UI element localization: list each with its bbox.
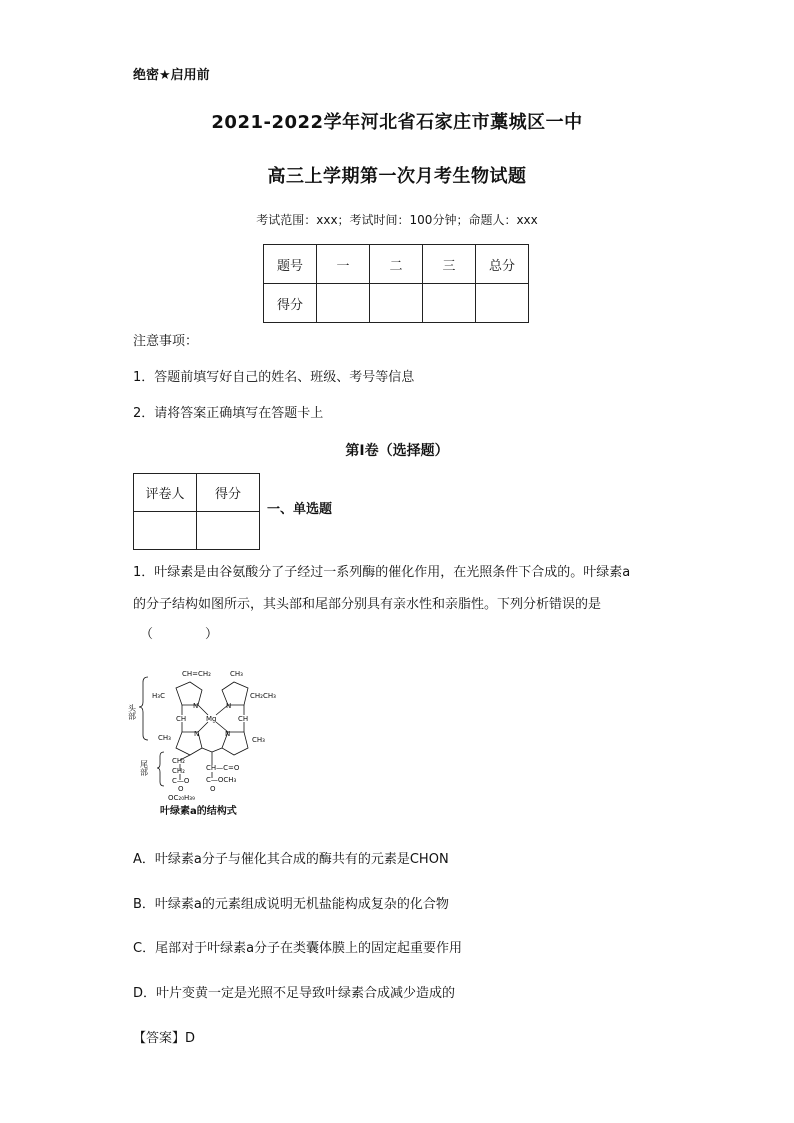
atom-label: OC₂₀H₃₉	[168, 794, 195, 802]
score-header-cell: 二	[370, 245, 423, 284]
score-table	[263, 244, 529, 323]
option-a: A．叶绿素a分子与催化其合成的酶共有的元素是CHON	[133, 852, 449, 867]
grader-row	[134, 512, 260, 550]
tail-bracket	[157, 752, 164, 786]
atom-label: CH	[176, 715, 187, 723]
score-cell[interactable]	[423, 284, 476, 323]
notice-title: 注意事项：	[133, 334, 199, 349]
exam-title-line1: 2021-2022学年河北省石家庄市藁城区一中	[211, 112, 583, 133]
atom-label: CH₂	[172, 757, 185, 765]
exam-title-line2: 高三上学期第一次月考生物试题	[267, 166, 527, 187]
volume-title: 第I卷（选择题）	[345, 443, 449, 459]
notice-item: 2．请将答案正确填写在答题卡上	[133, 406, 324, 421]
option-b: B．叶绿素a的元素组成说明无机盐能构成复杂的化合物	[133, 897, 449, 912]
option-c: C．尾部对于叶绿素a分子在类囊体膜上的固定起重要作用	[133, 941, 463, 956]
atom-label: CH₃	[158, 734, 171, 742]
atom-label: N	[194, 730, 200, 738]
grader-table	[133, 473, 260, 550]
chlorophyll-structure-figure	[127, 660, 300, 820]
secret-mark: 绝密★启用前	[133, 68, 210, 83]
atom-label: H₃C	[152, 692, 165, 700]
head-bracket	[139, 677, 148, 740]
grader-cell[interactable]	[197, 512, 260, 550]
atom-label: CH₂	[172, 767, 185, 775]
atom-label: O	[210, 785, 216, 793]
atom-label: N	[226, 702, 232, 710]
score-cell[interactable]	[370, 284, 423, 323]
notice-item: 1．答题前填写好自己的姓名、班级、考号等信息	[133, 370, 415, 385]
score-table-header-row	[264, 245, 529, 284]
atom-label: CH	[238, 715, 249, 723]
atom-label: CH₃	[252, 736, 265, 744]
score-header-cell: 题号	[264, 245, 317, 284]
question-stem: 1．叶绿素是由谷氨酸分了子经过一系列酶的催化作用，在光照条件下合成的。叶绿素a	[133, 565, 631, 580]
exam-info: 考试范围：xxx；考试时间：100分钟；命题人：xxx	[256, 213, 538, 227]
atom-label: Mg	[206, 715, 217, 723]
answer-blank: （ ）	[140, 627, 219, 642]
figure-caption: 叶绿素a的结构式	[160, 806, 237, 817]
atom-label: C—OCH₃	[206, 776, 237, 784]
grader-header-cell: 评卷人	[134, 474, 197, 512]
atom-label: N	[225, 730, 231, 738]
grader-header-row	[134, 474, 260, 512]
score-cell[interactable]	[317, 284, 370, 323]
answer-text: 【答案】D	[133, 1031, 196, 1046]
section-title: 一、单选题	[267, 502, 333, 517]
atom-label: CH₂CH₃	[250, 692, 276, 700]
score-header-cell: 总分	[476, 245, 529, 284]
score-header-cell: 一	[317, 245, 370, 284]
option-d: D．叶片变黄一定是光照不足导致叶绿素合成减少造成的	[133, 986, 456, 1001]
grader-cell[interactable]	[134, 512, 197, 550]
score-table-row	[264, 284, 529, 323]
atom-label: C—O	[172, 777, 190, 785]
atom-label: CH=CH₂	[182, 670, 211, 678]
score-header-cell: 三	[423, 245, 476, 284]
head-label: 头部	[127, 704, 137, 720]
atom-label: CH₃	[230, 670, 243, 678]
score-cell[interactable]	[476, 284, 529, 323]
tail-label: 尾部	[139, 760, 149, 776]
score-row-label: 得分	[264, 284, 317, 323]
question-stem: 的分子结构如图所示，其头部和尾部分别具有亲水性和亲脂性。下列分析错误的是	[133, 597, 602, 612]
atom-label: O	[178, 785, 184, 793]
grader-header-cell: 得分	[197, 474, 260, 512]
atom-label: CH—C=O	[206, 764, 240, 772]
atom-label: N	[193, 702, 199, 710]
